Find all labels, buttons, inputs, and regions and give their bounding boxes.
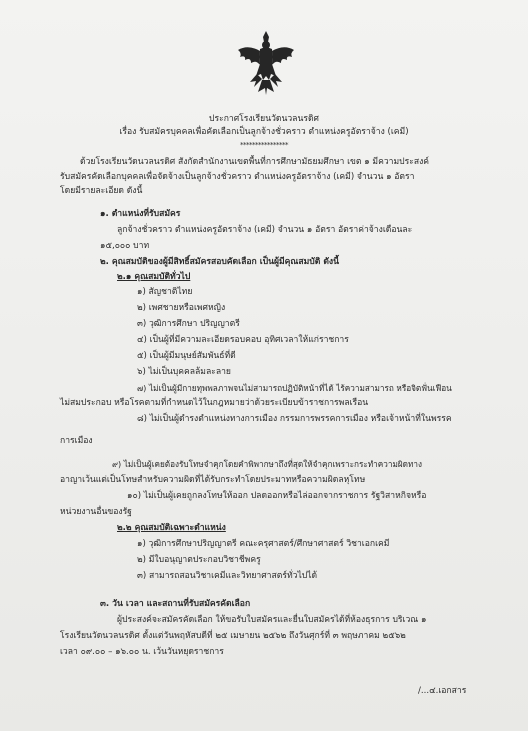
section-3-line-2: โรงเรียนวัดนวลนรดิศ ตั้งแต่วันพฤหัสบดีที่ ๒๕ เมษายน ๒๕๖๒ ถึงวันศุกร์ที่ ๓ พฤษภาคม ๒๕๖๒ xyxy=(60,631,406,641)
announcement-title: ประกาศโรงเรียนวัดนวลนรดิศ xyxy=(209,114,319,124)
position-qualification-item: ๑) วุฒิการศึกษาปริญญาตรี คณะครุศาสตร์/ศึกษาศาสตร์ วิชาเอกเคมี xyxy=(137,539,390,549)
qualification-item: ๕) เป็นผู้มีมนุษย์สัมพันธ์ที่ดี xyxy=(137,351,236,361)
qualification-item-8-line-2: การเมือง xyxy=(60,436,93,446)
section-3-line-1: ผู้ประสงค์จะสมัครคัดเลือก ให้ขอรับใบสมัครและยื่นใบสมัครได้ที่ห้องธุรการ บริเวณ ๑ xyxy=(117,615,427,625)
position-qualification-item: ๒) มีใบอนุญาตประกอบวิชาชีพครู xyxy=(137,555,261,565)
qualification-item-10-line-2: หน่วยงานอื่นของรัฐ xyxy=(60,507,132,517)
qualification-item-9-line-2: อาญาเว้นแต่เป็นโทษสำหรับความผิดที่ได้รับกระทำโดยประมาทหรือความผิดลหุโทษ xyxy=(60,475,366,485)
section-2-1-heading: ๒.๑ คุณสมบัติทั่วไป xyxy=(117,272,191,282)
separator-stars: **************** xyxy=(240,141,288,149)
qualification-item-7-line-1: ๗) ไม่เป็นผู้มีกายทุพพลภาพจนไม่สามารถปฏิบัติหน้าที่ได้ ไร้ความสามารถ หรือจิตฟั่นเฟือน xyxy=(137,383,452,393)
section-2-heading: ๒. คุณสมบัติของผู้มีสิทธิ์สมัครสอบคัดเลือก เป็นผู้มีคุณสมบัติ ดังนี้ xyxy=(100,257,339,267)
position-qualification-item: ๓) สามารถสอนวิชาเคมีและวิทยาศาสตร์ทั่วไปได้ xyxy=(137,571,318,581)
continued-page-marker: /...๔.เอกสาร xyxy=(418,686,467,696)
qualification-item: ๖) ไม่เป็นบุคคลล้มละลาย xyxy=(137,367,231,377)
section-1-heading: ๑. ตำแหน่งที่รับสมัคร xyxy=(100,209,181,219)
section-1-line-2: ๑๕,๐๐๐ บาท xyxy=(100,241,150,251)
announcement-subject: เรื่อง รับสมัครบุคคลเพื่อคัดเลือกเป็นลูกจ้างชั่วคราว ตำแหน่งครูอัตราจ้าง (เคมี) xyxy=(119,127,409,137)
intro-line-3: โดยมีรายละเอียด ดังนี้ xyxy=(60,186,143,196)
qualification-item-9-line-1: ๙) ไม่เป็นผู้เคยต้องรับโทษจำคุกโดยคำพิพากษาถึงที่สุดให้จำคุกเพราะกระทำความผิดทาง xyxy=(112,459,422,469)
section-3-line-3: เวลา ๐๙.๐๐ – ๑๖.๐๐ น. เว้นวันหยุดราชการ xyxy=(60,647,224,657)
section-2-2-heading: ๒.๒ คุณสมบัติเฉพาะตำแหน่ง xyxy=(117,523,226,533)
intro-line-1: ด้วยโรงเรียนวัดนวลนรดิศ สังกัดสำนักงานเขตพื้นที่การศึกษามัธยมศึกษา เขต ๑ มีความประสงค์ xyxy=(80,157,430,167)
qualification-item: ๑) สัญชาติไทย xyxy=(137,287,193,297)
qualification-item: ๒) เพศชายหรือเพศหญิง xyxy=(137,303,226,313)
qualification-item: ๓) วุฒิการศึกษา ปริญญาตรี xyxy=(137,319,240,329)
section-1-line-1: ลูกจ้างชั่วคราว ตำแหน่งครูอัตราจ้าง (เคมี) จำนวน ๑ อัตรา อัตราค่าจ้างเดือนละ xyxy=(117,225,413,235)
section-3-heading: ๓. วัน เวลา และสถานที่รับสมัครคัดเลือก xyxy=(100,599,251,609)
intro-line-2: รับสมัครคัดเลือกบุคคลเพื่อจัดจ้างเป็นลูกจ้างชั่วคราว ตำแหน่งครูอัตราจ้าง (เคมี) จำนวน ๑ อัตรา xyxy=(60,172,415,182)
qualification-item-7-line-2: ไม่สมประกอบ หรือโรคตามที่กำหนดไว้ในกฎหมายว่าด้วยระเบียบข้าราชการพลเรือน xyxy=(60,398,369,408)
qualification-item-10-line-1: ๑๐) ไม่เป็นผู้เคยถูกลงโทษให้ออก ปลดออกหรือไล่ออกจากราชการ รัฐวิสาหกิจหรือ xyxy=(127,491,427,501)
qualification-item: ๔) เป็นผู้ที่มีความละเอียดรอบคอบ อุทิศเวลาให้แก่ราชการ xyxy=(137,335,349,345)
qualification-item-8-line-1: ๘) ไม่เป็นผู้ดำรงตำแหน่งทางการเมือง กรรมการพรรคการเมือง หรือเจ้าหน้าที่ในพรรค xyxy=(137,414,452,424)
garuda-emblem-icon xyxy=(236,30,296,96)
